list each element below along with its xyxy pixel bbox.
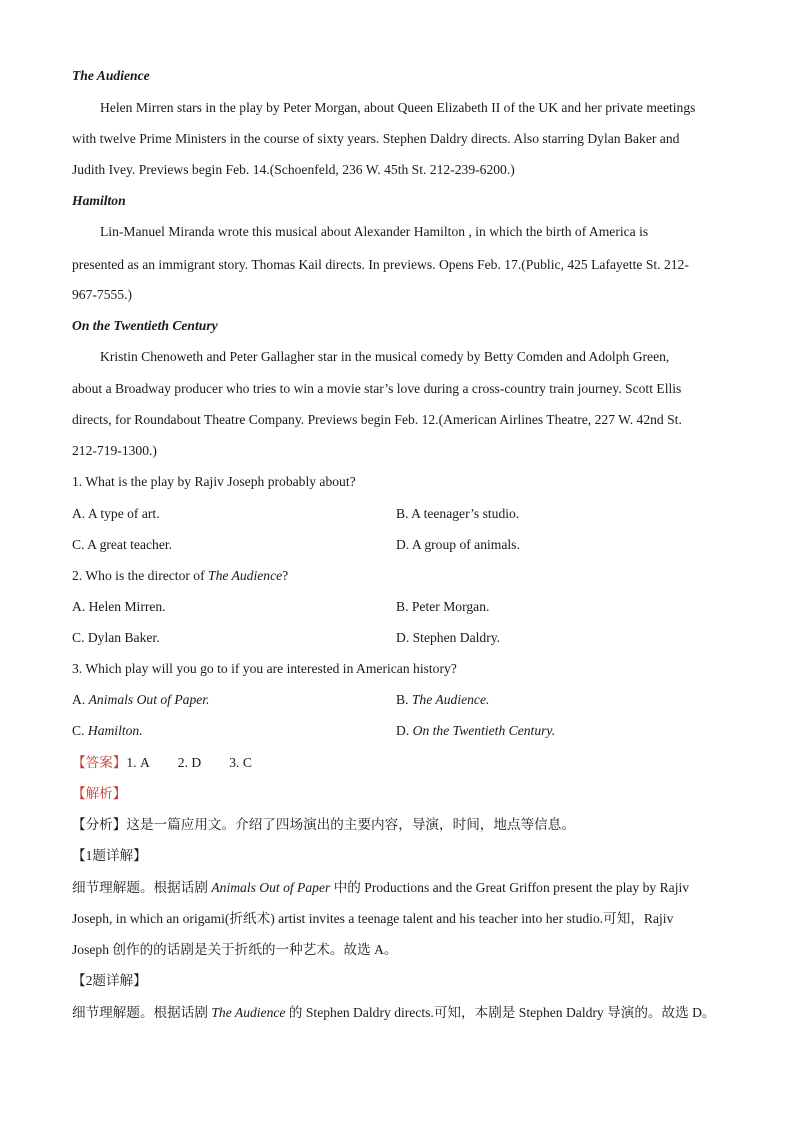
option-letter: D.	[396, 723, 413, 738]
paragraph-line: 212-719-1300.)	[72, 443, 157, 458]
question-2-option-a: A. Helen Mirren.	[72, 599, 166, 614]
detail-2-line	[72, 1004, 716, 1022]
question-2-stem	[72, 567, 288, 585]
question-1-option-a: A. A type of art.	[72, 506, 160, 521]
answer-line	[72, 754, 252, 772]
answer-1: 1. A	[126, 755, 150, 770]
option-letter: B.	[396, 692, 412, 707]
paragraph-line: Judith Ivey. Previews begin Feb. 14.(Schoenfeld, 236 W. 45th St. 212-239-6200.)	[72, 162, 515, 177]
detail-1-line	[72, 879, 689, 897]
question-1-option-d: D. A group of animals.	[396, 537, 520, 552]
question-3-option-c	[72, 722, 143, 740]
option-text: On the Twentieth Century.	[412, 723, 556, 738]
analysis-summary	[72, 816, 575, 834]
detail-italic-title: The Audience	[211, 1005, 286, 1020]
detail-text: 细节理解题。根据话剧	[72, 880, 212, 895]
summary-label: 【分析】	[72, 817, 127, 832]
answer-2: 2. D	[177, 755, 202, 770]
detail-1-line: Joseph 创作的的话剧是关于折纸的一种艺术。故选 A。	[72, 942, 398, 957]
option-text: The Audience.	[411, 692, 490, 707]
answer-label: 【答案】	[72, 755, 127, 770]
section-title-twentieth-century: On the Twentieth Century	[72, 318, 218, 333]
option-letter: A.	[72, 692, 89, 707]
paragraph-line: 967-7555.)	[72, 287, 133, 302]
question-2-option-c: C. Dylan Baker.	[72, 630, 160, 645]
option-text: Hamilton.	[87, 723, 143, 738]
detail-1-label: 【1题详解】	[72, 848, 147, 863]
answer-3: 3. C	[229, 755, 252, 770]
summary-text: 这是一篇应用文。介绍了四场演出的主要内容，导演，时间，地点等信息。	[126, 817, 575, 832]
stem-text: ?	[282, 568, 289, 583]
paragraph-line: Helen Mirren stars in the play by Peter Morgan, about Queen Elizabeth II of the UK and her private meetings	[100, 100, 696, 115]
paragraph-line: Kristin Chenoweth and Peter Gallagher star in the musical comedy by Betty Comden and Adolph Green,	[100, 349, 670, 364]
question-2-option-b: B. Peter Morgan.	[396, 599, 490, 614]
paragraph-line: Lin-Manuel Miranda wrote this musical about Alexander Hamilton , in which the birth of America is	[100, 224, 649, 239]
question-1-stem: 1. What is the play by Rajiv Joseph probably about?	[72, 474, 356, 489]
section-title-hamilton: Hamilton	[72, 193, 126, 208]
question-3-option-d	[396, 722, 555, 740]
stem-text: 2. Who is the director of	[72, 568, 209, 583]
question-3-stem: 3. Which play will you go to if you are interested in American history?	[72, 661, 457, 676]
question-1-option-b: B. A teenager’s studio.	[396, 506, 520, 521]
question-3-option-a	[72, 691, 209, 709]
question-1-option-c: C. A great teacher.	[72, 537, 173, 552]
detail-italic-title: Animals Out of Paper	[211, 880, 331, 895]
detail-text: 细节理解题。根据话剧	[72, 1005, 212, 1020]
detail-text: 中的 Productions and the Great Griffon present the play by Rajiv	[330, 880, 690, 895]
question-2-option-d: D. Stephen Daldry.	[396, 630, 501, 645]
paragraph-line: about a Broadway producer who tries to win a movie star’s love during a cross-country train journey. Scott Ellis	[72, 381, 682, 396]
detail-1-line: Joseph, in which an origami(折纸术) artist invites a teenage talent and his teacher into her studio.可知，Rajiv	[72, 911, 674, 926]
question-3-option-b	[396, 691, 489, 709]
paragraph-line: presented as an immigrant story. Thomas Kail directs. In previews. Opens Feb. 17.(Public, 425 Lafayette St. 212-	[72, 257, 689, 272]
section-title-the-audience: The Audience	[72, 68, 150, 83]
detail-2-label: 【2题详解】	[72, 973, 147, 988]
option-text: Animals Out of Paper.	[88, 692, 210, 707]
option-letter: C.	[72, 723, 88, 738]
detail-text: 的 Stephen Daldry directs.可知，本剧是 Stephen Daldry 导演的。故选 D。	[285, 1005, 716, 1020]
stem-italic-title: The Audience	[208, 568, 283, 583]
paragraph-line: directs, for Roundabout Theatre Company. Previews begin Feb. 12.(American Airlines Theatre, 227 W. 42nd St.	[72, 412, 682, 427]
analysis-label: 【解析】	[72, 786, 127, 801]
paragraph-line: with twelve Prime Ministers in the course of sixty years. Stephen Daldry directs. Also starring Dylan Baker and	[72, 131, 680, 146]
